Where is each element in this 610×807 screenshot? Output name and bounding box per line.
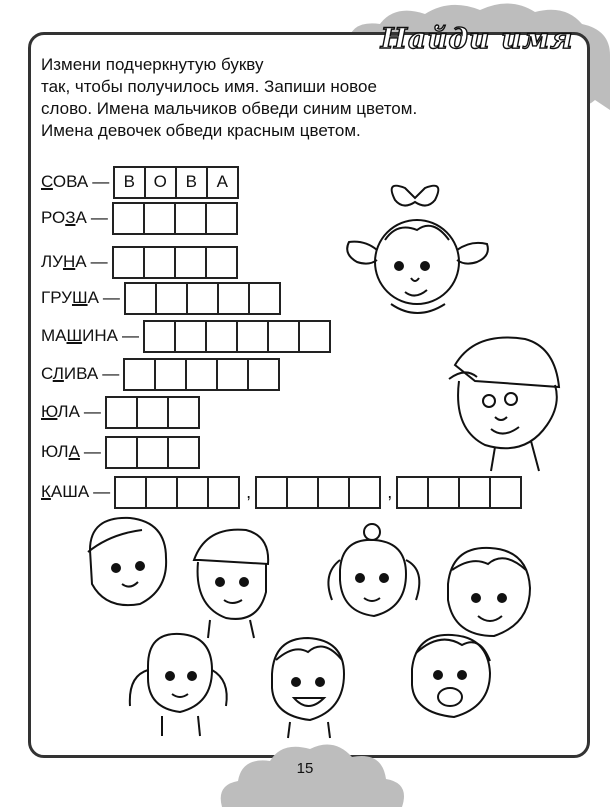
- source-word: ЮЛА: [41, 402, 80, 421]
- letter-cell[interactable]: [174, 202, 207, 235]
- source-word: МАШИНА: [41, 326, 118, 345]
- letter-cell[interactable]: [136, 396, 169, 429]
- exercise-row: [41, 359, 280, 389]
- comma: ,: [246, 481, 252, 502]
- letter-cell[interactable]: [112, 246, 145, 279]
- exercise-row: [41, 203, 238, 233]
- letter-cell[interactable]: [155, 282, 188, 315]
- instruction-line: Измени подчеркнутую букву: [41, 55, 264, 74]
- answer-boxes: [257, 476, 381, 509]
- source-word: СОВА: [41, 172, 89, 191]
- instruction-line: Имена девочек обведи красным цветом.: [41, 121, 361, 140]
- letter-cell[interactable]: [114, 476, 147, 509]
- letter-cell[interactable]: [489, 476, 522, 509]
- exercise-row: [41, 321, 331, 351]
- underlined-letter: К: [41, 482, 51, 501]
- letter-cell[interactable]: [167, 436, 200, 469]
- dash: —: [90, 252, 108, 271]
- instructions: [41, 54, 511, 142]
- boy-cap-illustration: [435, 325, 575, 475]
- letter-cell[interactable]: [205, 246, 238, 279]
- exercise-row: [41, 397, 200, 427]
- answer-boxes: [114, 246, 238, 279]
- letter-cell[interactable]: [143, 202, 176, 235]
- girl-bow-illustration: [335, 170, 505, 340]
- letter-cell[interactable]: [216, 358, 249, 391]
- letter-cell[interactable]: [317, 476, 350, 509]
- page-number: 15: [296, 760, 314, 777]
- answer-boxes: [145, 320, 331, 353]
- letter-cell[interactable]: В: [113, 166, 146, 199]
- source-word: ЮЛА: [41, 442, 80, 461]
- page-title: Найди имя: [380, 22, 574, 55]
- girl-pigtails-illustration: [122, 620, 232, 740]
- letter-cell[interactable]: [427, 476, 460, 509]
- letter-cell[interactable]: [286, 476, 319, 509]
- underlined-letter: З: [65, 208, 76, 227]
- answer-boxes: [107, 396, 200, 429]
- source-word: ГРУША: [41, 288, 99, 307]
- answer-boxes: [115, 166, 239, 199]
- dash: —: [90, 208, 108, 227]
- underlined-letter: С: [41, 172, 53, 191]
- underlined-letter: А: [68, 442, 80, 461]
- letter-cell[interactable]: [185, 358, 218, 391]
- dash: —: [83, 402, 101, 421]
- source-word: РОЗА: [41, 208, 87, 227]
- letter-cell[interactable]: [248, 282, 281, 315]
- instruction-line: так, чтобы получилось имя. Запиши новое: [41, 77, 377, 96]
- answer-boxes: [116, 476, 240, 509]
- letter-cell[interactable]: [205, 202, 238, 235]
- exercise-row: [41, 477, 522, 507]
- exercise-row: [41, 167, 239, 197]
- letter-cell[interactable]: [217, 282, 250, 315]
- letter-cell[interactable]: [167, 396, 200, 429]
- exercise-row: [41, 283, 281, 313]
- girl-ponytail-illustration: [320, 520, 430, 640]
- girl-headband-illustration: [70, 510, 180, 620]
- letter-cell[interactable]: [174, 246, 207, 279]
- dash: —: [121, 326, 139, 345]
- letter-cell[interactable]: [207, 476, 240, 509]
- letter-cell[interactable]: [136, 436, 169, 469]
- answer-boxes: [114, 202, 238, 235]
- letter-cell[interactable]: [298, 320, 331, 353]
- letter-cell[interactable]: [154, 358, 187, 391]
- source-word: СЛИВА: [41, 364, 99, 383]
- letter-cell[interactable]: [205, 320, 238, 353]
- letter-cell[interactable]: [396, 476, 429, 509]
- letter-cell[interactable]: [186, 282, 219, 315]
- letter-cell[interactable]: [112, 202, 145, 235]
- letter-cell[interactable]: А: [206, 166, 239, 199]
- answer-boxes: [126, 282, 281, 315]
- letter-cell[interactable]: [458, 476, 491, 509]
- dash: —: [92, 172, 110, 191]
- underlined-letter: Ш: [71, 288, 88, 307]
- underlined-letter: Н: [62, 252, 76, 271]
- letter-cell[interactable]: [247, 358, 280, 391]
- source-word: ЛУНА: [41, 252, 87, 271]
- dash: —: [102, 364, 120, 383]
- boy-laughing-illustration: [258, 630, 358, 740]
- underlined-letter: Ю: [41, 402, 58, 421]
- exercise-row: [41, 437, 200, 467]
- letter-cell[interactable]: [174, 320, 207, 353]
- underlined-letter: Ш: [66, 326, 83, 345]
- letter-cell[interactable]: [145, 476, 178, 509]
- boy-shouting-illustration: [390, 625, 510, 735]
- letter-cell[interactable]: [143, 246, 176, 279]
- exercise-row: [41, 247, 238, 277]
- letter-cell[interactable]: [236, 320, 269, 353]
- letter-cell[interactable]: [123, 358, 156, 391]
- source-word: КАША: [41, 482, 90, 501]
- answer-boxes: [398, 476, 522, 509]
- underlined-letter: Л: [52, 364, 64, 383]
- letter-cell[interactable]: [124, 282, 157, 315]
- letter-cell[interactable]: [255, 476, 288, 509]
- letter-cell[interactable]: [105, 396, 138, 429]
- dash: —: [93, 482, 111, 501]
- letter-cell[interactable]: [143, 320, 176, 353]
- letter-cell[interactable]: [348, 476, 381, 509]
- letter-cell[interactable]: [176, 476, 209, 509]
- dash: —: [83, 442, 101, 461]
- letter-cell[interactable]: О: [144, 166, 177, 199]
- letter-cell[interactable]: [267, 320, 300, 353]
- letter-cell[interactable]: [105, 436, 138, 469]
- answer-boxes: [107, 436, 200, 469]
- dash: —: [102, 288, 120, 307]
- comma: ,: [387, 481, 393, 502]
- instruction-line: слово. Имена мальчиков обведи синим цветом.: [41, 99, 418, 118]
- letter-cell[interactable]: В: [175, 166, 208, 199]
- answer-boxes: [125, 358, 280, 391]
